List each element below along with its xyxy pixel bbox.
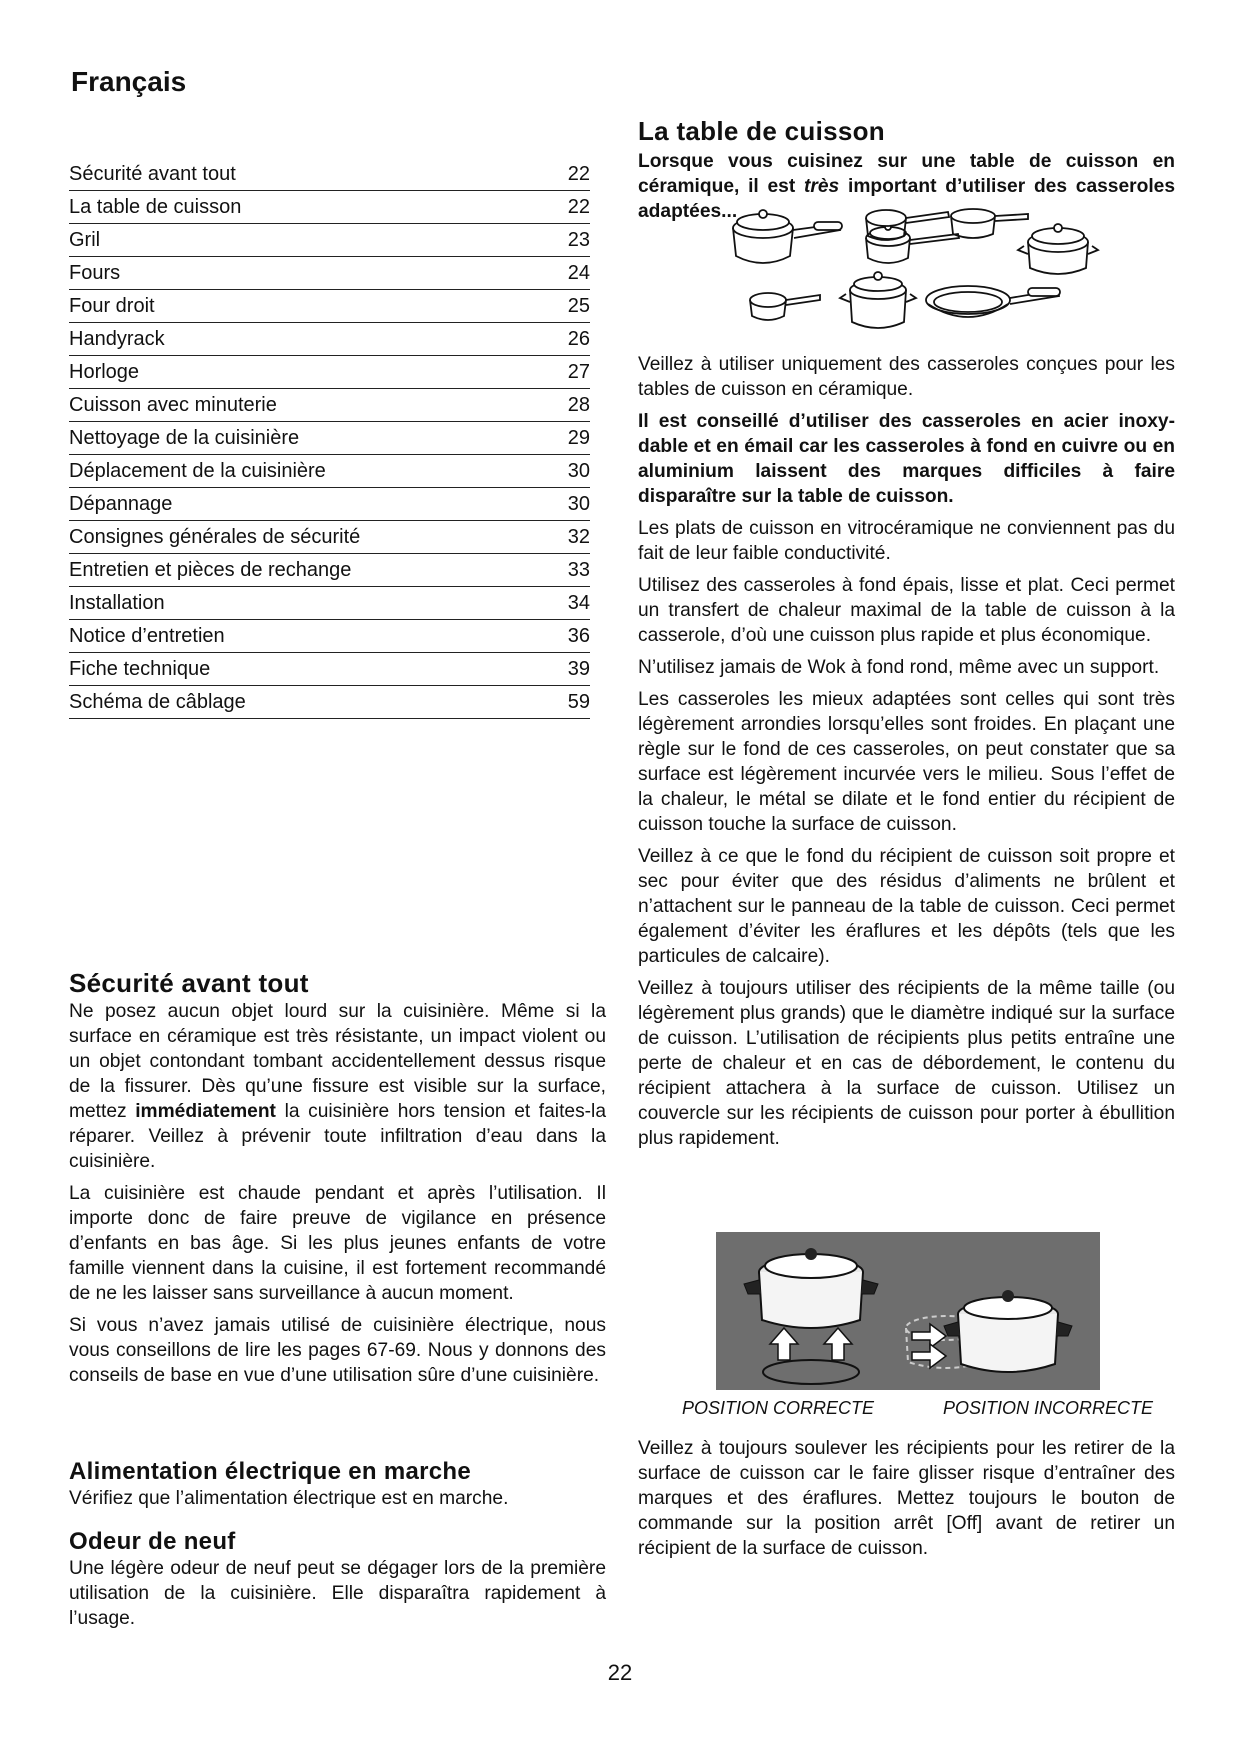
toc-entry-label: Cuisson avec minuterie: [69, 394, 277, 416]
caption-correct: POSITION CORRECTE: [682, 1398, 875, 1418]
smell-text: Une légère odeur de neuf peut se dégager lors de la première utilisation de la cuisinière. Elle disparaîtra rapidement à l’usage.: [69, 1558, 606, 1629]
toc-entry-label: Schéma de câblage: [69, 691, 246, 713]
toc-entry-page: 27: [567, 361, 590, 383]
toc-entry: [69, 620, 590, 653]
toc-entry: [69, 653, 590, 686]
power-text: Vérifiez que l’alimentation électrique est en marche.: [69, 1488, 509, 1509]
language-heading: Français: [71, 66, 187, 97]
toc-entry-page: 29: [567, 427, 590, 449]
toc-entry: [69, 587, 590, 620]
caption-incorrect: POSITION INCORRECTE: [943, 1398, 1154, 1418]
hob-paragraph-5: N’utilisez jamais de Wok à fond rond, même avec un support.: [638, 657, 1160, 678]
toc-entry: [69, 158, 590, 191]
smell-section: [69, 1528, 606, 1638]
hob-section-main: [638, 352, 1175, 1158]
hob-intro: Lorsque vous cuisinez sur une table de cuisson en céramique, il est très important d’utiliser des casseroles adaptées...: [638, 151, 1175, 222]
toc-entry: [69, 290, 590, 323]
hob-paragraph-2: Il est conseillé d’utiliser des casseroles en acier inoxydable et en émail car les casseroles à fond en cuivre ou en aluminium laissent des marques difficiles à faire disparaître sur la table de cuisson.: [638, 411, 1175, 507]
safety-paragraph-2: La cuisinière est chaude pendant et après l’utilisation. Il importe donc de faire preuve de vigilance en présence d’enfants en bas âge. Si les plus jeunes enfants de votre famille viennent dans la cuisine, il est fortement recommandé de ne les laisser sans surveillance à aucun moment.: [69, 1183, 606, 1304]
toc-entry-page: 39: [567, 658, 590, 680]
toc-entry-page: 25: [567, 295, 590, 317]
toc-entry-page: 22: [567, 163, 590, 185]
toc-entry-page: 24: [567, 262, 590, 284]
small-ladle-pan-icon: [750, 293, 820, 320]
hob-paragraph-7: Veillez à ce que le fond du récipient de cuisson soit propre et sec pour éviter que des résidus d’aliments ne brûlent et n’attachent sur le panneau de la table de cuisson. Ceci permet également d’éviter les éraflures et les dépôts (tels que les particules de calcaire).: [638, 846, 1175, 967]
toc-entry-page: 32: [567, 526, 590, 548]
toc-entry-label: Entretien et pièces de rechange: [69, 559, 352, 581]
toc-entry-label: Horloge: [69, 361, 140, 383]
frying-pan-icon: [926, 286, 1060, 317]
toc-entry-label: Installation: [69, 592, 165, 614]
stock-pot-icon: [840, 272, 916, 328]
safety-paragraph-1: Ne posez aucun objet lourd sur la cuisinière. Même si la surface en céramique est très résistante, un impact violent ou un objet contondant tombant accidentellement dessus risque de la fissurer. Dès qu’une fissure est visible sur la surface, mettez immédiatement la cuisinière hors tension et faites-la réparer. Veillez à prévenir toute infiltration d’eau dans la cuisinière.: [69, 1001, 606, 1172]
safety-section: [69, 968, 606, 1395]
toc-entry-label: Fiche technique: [69, 658, 211, 680]
toc-entry-label: Fours: [69, 262, 121, 284]
toc-entry: [69, 422, 590, 455]
toc-entry: [69, 224, 590, 257]
toc-entry: [69, 257, 590, 290]
small-saucepan-icon: [866, 224, 959, 263]
toc-entry-label: Gril: [69, 229, 101, 251]
toc-entry: [69, 323, 590, 356]
toc-entry-label: Dépannage: [69, 493, 173, 515]
toc-entry-page: 22: [567, 196, 590, 218]
table-of-contents: [69, 158, 590, 719]
page-number: 22: [607, 1660, 633, 1685]
toc-entry-page: 33: [567, 559, 590, 581]
hob-paragraph-1: Veillez à utiliser uniquement des casseroles conçues pour les tables de cuisson en céramique.: [638, 354, 1175, 400]
hob-paragraph-4: Utilisez des casseroles à fond épais, lisse et plat. Ceci permet un transfert de chaleur maximal de la table de cuisson à la casserole, d’où une cuisson plus rapide et plus économique.: [638, 575, 1175, 646]
toc-entry-label: Sécurité avant tout: [69, 163, 236, 185]
hob-paragraph-8: Veillez à toujours utiliser des récipients de la même taille (ou légèrement plus grands) que le diamètre indiqué sur la surface de cuisson. L’utilisation de récipients plus petits entraîne une perte de chaleur et en cas de débordement, le contenu du récipient attachera à la surface de cuisson. Utilisez un couvercle sur les récipients de cuisson pour porter à ébullition plus rapidement.: [638, 978, 1175, 1149]
hob-paragraph-6: Les casseroles les mieux adaptées sont celles qui sont très légèrement arrondies lorsqu’elles sont froides. En plaçant une règle sur le fond de ces casseroles, on peut constater que sa surface est légèrement incurvée vers le milieu. Sous l’effet de la chaleur, le métal se dilate et le fond entier du récipient de cuisson touche la surface de cuisson.: [638, 689, 1175, 835]
toc-entry-page: 30: [567, 460, 590, 482]
toc-entry-page: 23: [567, 229, 590, 251]
toc-entry-page: 59: [567, 691, 590, 713]
hob-paragraph-9: Veillez à toujours soulever les récipients pour les retirer de la surface de cuisson car le faire glisser risque d’entraîner des marques et des éraflures. Mettez toujours le bouton de commande sur la position arrêt [Off] avant de retirer un récipient de la surface de cuisson.: [638, 1438, 1175, 1559]
hob-title: La table de cuisson: [638, 116, 885, 146]
toc-entry-label: Déplacement de la cuisinière: [69, 460, 326, 482]
toc-entry: [69, 356, 590, 389]
toc-entry: [69, 521, 590, 554]
toc-entry-label: Handyrack: [69, 328, 165, 350]
safety-title: Sécurité avant tout: [69, 968, 309, 998]
power-section: [69, 1458, 606, 1518]
toc-entry-page: 28: [567, 394, 590, 416]
hob-paragraph-3: Les plats de cuisson en vitrocéramique ne conviennent pas du fait de leur faible conductivité.: [638, 518, 1175, 564]
casserole-pot-icon: [951, 209, 1028, 238]
saucepan-with-lid-icon: [733, 210, 842, 263]
toc-entry: [69, 554, 590, 587]
toc-entry-page: 36: [567, 625, 590, 647]
toc-entry-label: Consignes générales de sécurité: [69, 526, 361, 548]
toc-entry-label: Four droit: [69, 295, 155, 317]
smell-title: Odeur de neuf: [69, 1528, 236, 1555]
power-title: Alimentation électrique en marche: [69, 1458, 472, 1485]
toc-entry: [69, 455, 590, 488]
toc-entry: [69, 488, 590, 521]
hob-section-end: [638, 1436, 1175, 1568]
toc-entry: [69, 686, 590, 719]
toc-entry: [69, 191, 590, 224]
pot-position-illustration: [716, 1232, 1100, 1390]
toc-entry: [69, 389, 590, 422]
toc-entry-page: 34: [567, 592, 590, 614]
toc-entry-page: 26: [567, 328, 590, 350]
dutch-oven-icon: [1018, 224, 1098, 274]
safety-paragraph-3: Si vous n’avez jamais utilisé de cuisinière électrique, nous vous conseillons de lire les pages 67-69. Nous y donnons des conseils de base en vue d’une utilisation sûre d’une cuisinière.: [69, 1315, 606, 1386]
toc-entry-label: Nettoyage de la cuisinière: [69, 427, 300, 449]
toc-entry-label: Notice d’entretien: [69, 625, 225, 647]
pans-illustration: [728, 198, 1118, 348]
toc-entry-label: La table de cuisson: [69, 196, 242, 218]
toc-entry-page: 30: [567, 493, 590, 515]
